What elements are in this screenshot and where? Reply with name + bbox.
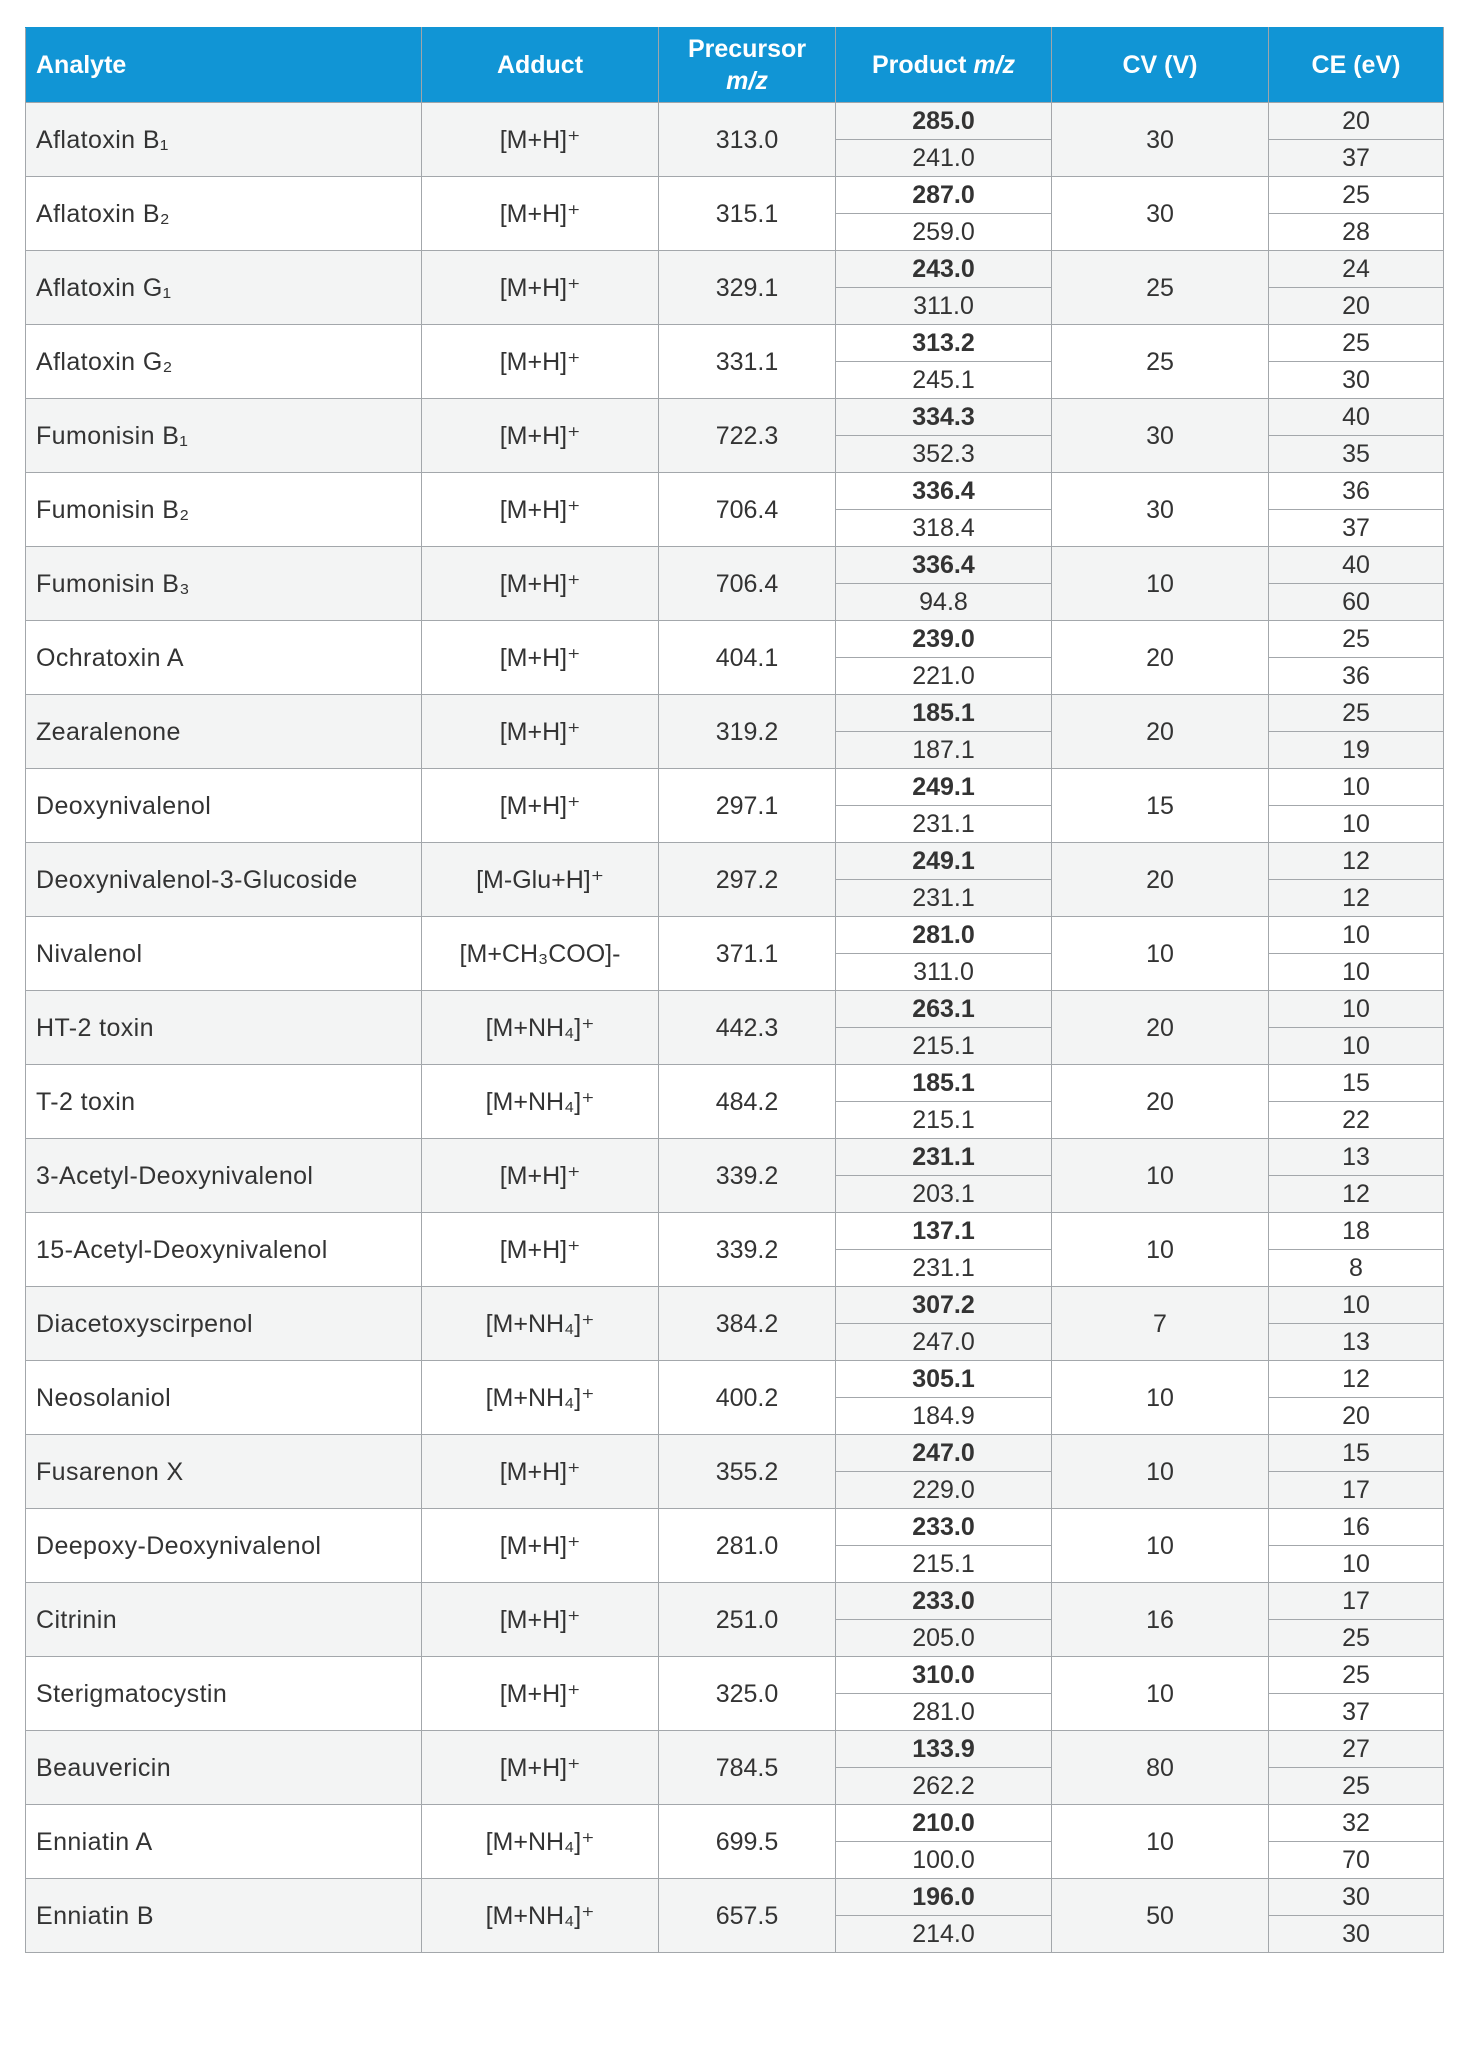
product-qualifier-cell: 281.0 (836, 1694, 1052, 1731)
cv-cell: 10 (1052, 1361, 1269, 1435)
analyte-cell: Fumonisin B₁ (26, 399, 422, 473)
analyte-cell: Aflatoxin G₂ (26, 325, 422, 399)
ce-quantifier-cell: 25 (1269, 177, 1444, 214)
product-qualifier-cell: 215.1 (836, 1102, 1052, 1139)
product-quantifier-cell: 281.0 (836, 917, 1052, 954)
header-adduct: Adduct (422, 28, 659, 103)
table-row (26, 1879, 1444, 1916)
precursor-cell: 297.1 (659, 769, 836, 843)
ce-qualifier-cell: 8 (1269, 1250, 1444, 1287)
ce-quantifier-cell: 25 (1269, 325, 1444, 362)
table-row (26, 1731, 1444, 1768)
header-precursor-line1: Precursor (687, 35, 807, 63)
ce-qualifier-cell: 37 (1269, 1694, 1444, 1731)
analyte-cell: Neosolaniol (26, 1361, 422, 1435)
ce-quantifier-cell: 18 (1269, 1213, 1444, 1250)
precursor-cell: 355.2 (659, 1435, 836, 1509)
adduct-cell: [M+H]⁺ (422, 1583, 659, 1657)
precursor-cell: 722.3 (659, 399, 836, 473)
ce-qualifier-cell: 70 (1269, 1842, 1444, 1879)
ce-qualifier-cell: 10 (1269, 806, 1444, 843)
product-quantifier-cell: 243.0 (836, 251, 1052, 288)
product-quantifier-cell: 231.1 (836, 1139, 1052, 1176)
mrm-parameters-table (25, 27, 1444, 1953)
ce-quantifier-cell: 25 (1269, 621, 1444, 658)
adduct-cell: [M+H]⁺ (422, 1657, 659, 1731)
product-qualifier-cell: 231.1 (836, 806, 1052, 843)
product-qualifier-cell: 245.1 (836, 362, 1052, 399)
product-qualifier-cell: 231.1 (836, 1250, 1052, 1287)
ce-qualifier-cell: 28 (1269, 214, 1444, 251)
ce-quantifier-cell: 15 (1269, 1435, 1444, 1472)
cv-cell: 10 (1052, 917, 1269, 991)
product-qualifier-cell: 247.0 (836, 1324, 1052, 1361)
product-qualifier-cell: 184.9 (836, 1398, 1052, 1435)
cv-cell: 10 (1052, 1805, 1269, 1879)
table-row (26, 1583, 1444, 1620)
precursor-cell: 404.1 (659, 621, 836, 695)
ce-qualifier-cell: 13 (1269, 1324, 1444, 1361)
product-quantifier-cell: 196.0 (836, 1879, 1052, 1916)
cv-cell: 30 (1052, 399, 1269, 473)
product-qualifier-cell: 262.2 (836, 1768, 1052, 1805)
precursor-cell: 484.2 (659, 1065, 836, 1139)
analyte-cell: HT-2 toxin (26, 991, 422, 1065)
ce-qualifier-cell: 20 (1269, 288, 1444, 325)
product-quantifier-cell: 336.4 (836, 473, 1052, 510)
cv-cell: 10 (1052, 547, 1269, 621)
adduct-cell: [M+H]⁺ (422, 621, 659, 695)
ce-qualifier-cell: 30 (1269, 362, 1444, 399)
adduct-cell: [M+H]⁺ (422, 473, 659, 547)
ce-qualifier-cell: 22 (1269, 1102, 1444, 1139)
ce-quantifier-cell: 12 (1269, 843, 1444, 880)
precursor-cell: 699.5 (659, 1805, 836, 1879)
product-qualifier-cell: 311.0 (836, 954, 1052, 991)
analyte-cell: Aflatoxin B₁ (26, 103, 422, 177)
ce-qualifier-cell: 36 (1269, 658, 1444, 695)
adduct-cell: [M+H]⁺ (422, 547, 659, 621)
analyte-cell: Aflatoxin B₂ (26, 177, 422, 251)
cv-cell: 10 (1052, 1657, 1269, 1731)
analyte-cell: Fusarenon X (26, 1435, 422, 1509)
ce-quantifier-cell: 10 (1269, 991, 1444, 1028)
ce-qualifier-cell: 25 (1269, 1768, 1444, 1805)
ce-quantifier-cell: 20 (1269, 103, 1444, 140)
ce-quantifier-cell: 25 (1269, 695, 1444, 732)
precursor-cell: 313.0 (659, 103, 836, 177)
table-row (26, 1065, 1444, 1102)
precursor-cell: 339.2 (659, 1139, 836, 1213)
cv-cell: 10 (1052, 1509, 1269, 1583)
table-row (26, 251, 1444, 288)
adduct-cell: [M+H]⁺ (422, 251, 659, 325)
ce-qualifier-cell: 20 (1269, 1398, 1444, 1435)
ce-quantifier-cell: 25 (1269, 1657, 1444, 1694)
header-cv: CV (V) (1052, 28, 1269, 103)
table-row (26, 695, 1444, 732)
table-header (26, 28, 1444, 103)
cv-cell: 20 (1052, 991, 1269, 1065)
ce-quantifier-cell: 16 (1269, 1509, 1444, 1546)
product-qualifier-cell: 94.8 (836, 584, 1052, 621)
product-qualifier-cell: 214.0 (836, 1916, 1052, 1953)
ce-qualifier-cell: 30 (1269, 1916, 1444, 1953)
cv-cell: 7 (1052, 1287, 1269, 1361)
cv-cell: 10 (1052, 1213, 1269, 1287)
precursor-cell: 329.1 (659, 251, 836, 325)
table-row (26, 103, 1444, 140)
product-quantifier-cell: 313.2 (836, 325, 1052, 362)
ce-qualifier-cell: 10 (1269, 1028, 1444, 1065)
ce-quantifier-cell: 13 (1269, 1139, 1444, 1176)
adduct-cell: [M+H]⁺ (422, 399, 659, 473)
table-row (26, 1139, 1444, 1176)
product-quantifier-cell: 310.0 (836, 1657, 1052, 1694)
product-quantifier-cell: 285.0 (836, 103, 1052, 140)
product-qualifier-cell: 259.0 (836, 214, 1052, 251)
product-qualifier-cell: 187.1 (836, 732, 1052, 769)
analyte-cell: Aflatoxin G₁ (26, 251, 422, 325)
table-row (26, 177, 1444, 214)
header-product-text: Product (871, 51, 974, 79)
table-row (26, 917, 1444, 954)
cv-cell: 20 (1052, 695, 1269, 769)
product-quantifier-cell: 336.4 (836, 547, 1052, 584)
adduct-cell: [M+NH₄]⁺ (422, 1287, 659, 1361)
table-row (26, 1657, 1444, 1694)
cv-cell: 15 (1052, 769, 1269, 843)
precursor-cell: 371.1 (659, 917, 836, 991)
analyte-cell: Deoxynivalenol (26, 769, 422, 843)
cv-cell: 30 (1052, 103, 1269, 177)
cv-cell: 16 (1052, 1583, 1269, 1657)
ce-quantifier-cell: 24 (1269, 251, 1444, 288)
adduct-cell: [M+NH₄]⁺ (422, 1361, 659, 1435)
precursor-cell: 331.1 (659, 325, 836, 399)
precursor-cell: 657.5 (659, 1879, 836, 1953)
precursor-cell: 442.3 (659, 991, 836, 1065)
product-quantifier-cell: 247.0 (836, 1435, 1052, 1472)
product-quantifier-cell: 185.1 (836, 695, 1052, 732)
product-qualifier-cell: 203.1 (836, 1176, 1052, 1213)
analyte-cell: T-2 toxin (26, 1065, 422, 1139)
product-quantifier-cell: 249.1 (836, 843, 1052, 880)
product-qualifier-cell: 215.1 (836, 1546, 1052, 1583)
precursor-cell: 706.4 (659, 473, 836, 547)
precursor-cell: 400.2 (659, 1361, 836, 1435)
cv-cell: 80 (1052, 1731, 1269, 1805)
product-quantifier-cell: 137.1 (836, 1213, 1052, 1250)
ce-quantifier-cell: 10 (1269, 917, 1444, 954)
cv-cell: 10 (1052, 1435, 1269, 1509)
product-quantifier-cell: 233.0 (836, 1509, 1052, 1546)
ce-qualifier-cell: 37 (1269, 140, 1444, 177)
analyte-cell: Diacetoxyscirpenol (26, 1287, 422, 1361)
precursor-cell: 339.2 (659, 1213, 836, 1287)
ce-qualifier-cell: 35 (1269, 436, 1444, 473)
analyte-cell: 15-Acetyl-Deoxynivalenol (26, 1213, 422, 1287)
ce-quantifier-cell: 27 (1269, 1731, 1444, 1768)
ce-quantifier-cell: 40 (1269, 547, 1444, 584)
analyte-cell: Enniatin B (26, 1879, 422, 1953)
adduct-cell: [M+H]⁺ (422, 325, 659, 399)
product-qualifier-cell: 311.0 (836, 288, 1052, 325)
cv-cell: 25 (1052, 251, 1269, 325)
precursor-cell: 297.2 (659, 843, 836, 917)
product-quantifier-cell: 133.9 (836, 1731, 1052, 1768)
cv-cell: 30 (1052, 177, 1269, 251)
analyte-cell: Zearalenone (26, 695, 422, 769)
ce-quantifier-cell: 15 (1269, 1065, 1444, 1102)
table-body (26, 103, 1444, 1953)
ce-qualifier-cell: 25 (1269, 1620, 1444, 1657)
precursor-cell: 325.0 (659, 1657, 836, 1731)
table-row (26, 1361, 1444, 1398)
analyte-cell: Fumonisin B₃ (26, 547, 422, 621)
product-qualifier-cell: 221.0 (836, 658, 1052, 695)
table-row (26, 1509, 1444, 1546)
cv-cell: 20 (1052, 621, 1269, 695)
table-row (26, 1287, 1444, 1324)
ce-quantifier-cell: 40 (1269, 399, 1444, 436)
adduct-cell: [M+H]⁺ (422, 769, 659, 843)
adduct-cell: [M+H]⁺ (422, 1435, 659, 1509)
ce-qualifier-cell: 60 (1269, 584, 1444, 621)
ce-quantifier-cell: 32 (1269, 1805, 1444, 1842)
product-quantifier-cell: 334.3 (836, 399, 1052, 436)
table-row (26, 621, 1444, 658)
analyte-cell: Nivalenol (26, 917, 422, 991)
precursor-cell: 281.0 (659, 1509, 836, 1583)
ce-qualifier-cell: 12 (1269, 1176, 1444, 1213)
precursor-cell: 251.0 (659, 1583, 836, 1657)
cv-cell: 10 (1052, 1139, 1269, 1213)
product-qualifier-cell: 215.1 (836, 1028, 1052, 1065)
product-quantifier-cell: 305.1 (836, 1361, 1052, 1398)
precursor-cell: 384.2 (659, 1287, 836, 1361)
product-qualifier-cell: 205.0 (836, 1620, 1052, 1657)
table-row (26, 1435, 1444, 1472)
analyte-cell: 3-Acetyl-Deoxynivalenol (26, 1139, 422, 1213)
product-qualifier-cell: 231.1 (836, 880, 1052, 917)
cv-cell: 20 (1052, 1065, 1269, 1139)
table-row (26, 473, 1444, 510)
adduct-cell: [M+H]⁺ (422, 1213, 659, 1287)
table-row (26, 1213, 1444, 1250)
adduct-cell: [M+H]⁺ (422, 1509, 659, 1583)
product-quantifier-cell: 249.1 (836, 769, 1052, 806)
cv-cell: 30 (1052, 473, 1269, 547)
cv-cell: 20 (1052, 843, 1269, 917)
cv-cell: 50 (1052, 1879, 1269, 1953)
adduct-cell: [M+H]⁺ (422, 695, 659, 769)
ce-quantifier-cell: 17 (1269, 1583, 1444, 1620)
ce-quantifier-cell: 30 (1269, 1879, 1444, 1916)
product-qualifier-cell: 241.0 (836, 140, 1052, 177)
adduct-cell: [M+H]⁺ (422, 177, 659, 251)
ce-qualifier-cell: 10 (1269, 954, 1444, 991)
precursor-cell: 315.1 (659, 177, 836, 251)
analyte-cell: Enniatin A (26, 1805, 422, 1879)
analyte-cell: Deepoxy-Deoxynivalenol (26, 1509, 422, 1583)
cv-cell: 25 (1052, 325, 1269, 399)
analyte-cell: Ochratoxin A (26, 621, 422, 695)
header-precursor (659, 28, 836, 103)
table-row (26, 991, 1444, 1028)
ce-qualifier-cell: 17 (1269, 1472, 1444, 1509)
product-quantifier-cell: 239.0 (836, 621, 1052, 658)
adduct-cell: [M+H]⁺ (422, 1731, 659, 1805)
analyte-cell: Fumonisin B₂ (26, 473, 422, 547)
table-row (26, 547, 1444, 584)
header-precursor-line2: m/z (726, 67, 768, 95)
adduct-cell: [M+NH₄]⁺ (422, 1879, 659, 1953)
adduct-cell: [M+CH₃COO]- (422, 917, 659, 991)
analyte-cell: Citrinin (26, 1583, 422, 1657)
ce-qualifier-cell: 37 (1269, 510, 1444, 547)
table-row (26, 399, 1444, 436)
adduct-cell: [M+NH₄]⁺ (422, 1065, 659, 1139)
ce-quantifier-cell: 12 (1269, 1361, 1444, 1398)
adduct-cell: [M+NH₄]⁺ (422, 1805, 659, 1879)
product-quantifier-cell: 307.2 (836, 1287, 1052, 1324)
product-quantifier-cell: 263.1 (836, 991, 1052, 1028)
table-row (26, 843, 1444, 880)
adduct-cell: [M+H]⁺ (422, 103, 659, 177)
product-qualifier-cell: 318.4 (836, 510, 1052, 547)
product-qualifier-cell: 100.0 (836, 1842, 1052, 1879)
ce-qualifier-cell: 12 (1269, 880, 1444, 917)
analyte-cell: Beauvericin (26, 1731, 422, 1805)
header-product (836, 28, 1052, 103)
header-analyte: Analyte (26, 28, 422, 103)
product-quantifier-cell: 210.0 (836, 1805, 1052, 1842)
precursor-cell: 784.5 (659, 1731, 836, 1805)
product-quantifier-cell: 287.0 (836, 177, 1052, 214)
ce-quantifier-cell: 36 (1269, 473, 1444, 510)
precursor-cell: 706.4 (659, 547, 836, 621)
product-qualifier-cell: 229.0 (836, 1472, 1052, 1509)
ce-quantifier-cell: 10 (1269, 1287, 1444, 1324)
table-row (26, 1805, 1444, 1842)
header-product-italic: m/z (973, 51, 1016, 79)
product-quantifier-cell: 185.1 (836, 1065, 1052, 1102)
header-row (26, 28, 1444, 103)
adduct-cell: [M+H]⁺ (422, 1139, 659, 1213)
ce-qualifier-cell: 19 (1269, 732, 1444, 769)
ce-quantifier-cell: 10 (1269, 769, 1444, 806)
table-row (26, 325, 1444, 362)
precursor-cell: 319.2 (659, 695, 836, 769)
header-ce: CE (eV) (1269, 28, 1444, 103)
analyte-cell: Deoxynivalenol-3-Glucoside (26, 843, 422, 917)
product-qualifier-cell: 352.3 (836, 436, 1052, 473)
ce-qualifier-cell: 10 (1269, 1546, 1444, 1583)
table-row (26, 769, 1444, 806)
product-quantifier-cell: 233.0 (836, 1583, 1052, 1620)
analyte-cell: Sterigmatocystin (26, 1657, 422, 1731)
adduct-cell: [M+NH₄]⁺ (422, 991, 659, 1065)
adduct-cell: [M-Glu+H]⁺ (422, 843, 659, 917)
